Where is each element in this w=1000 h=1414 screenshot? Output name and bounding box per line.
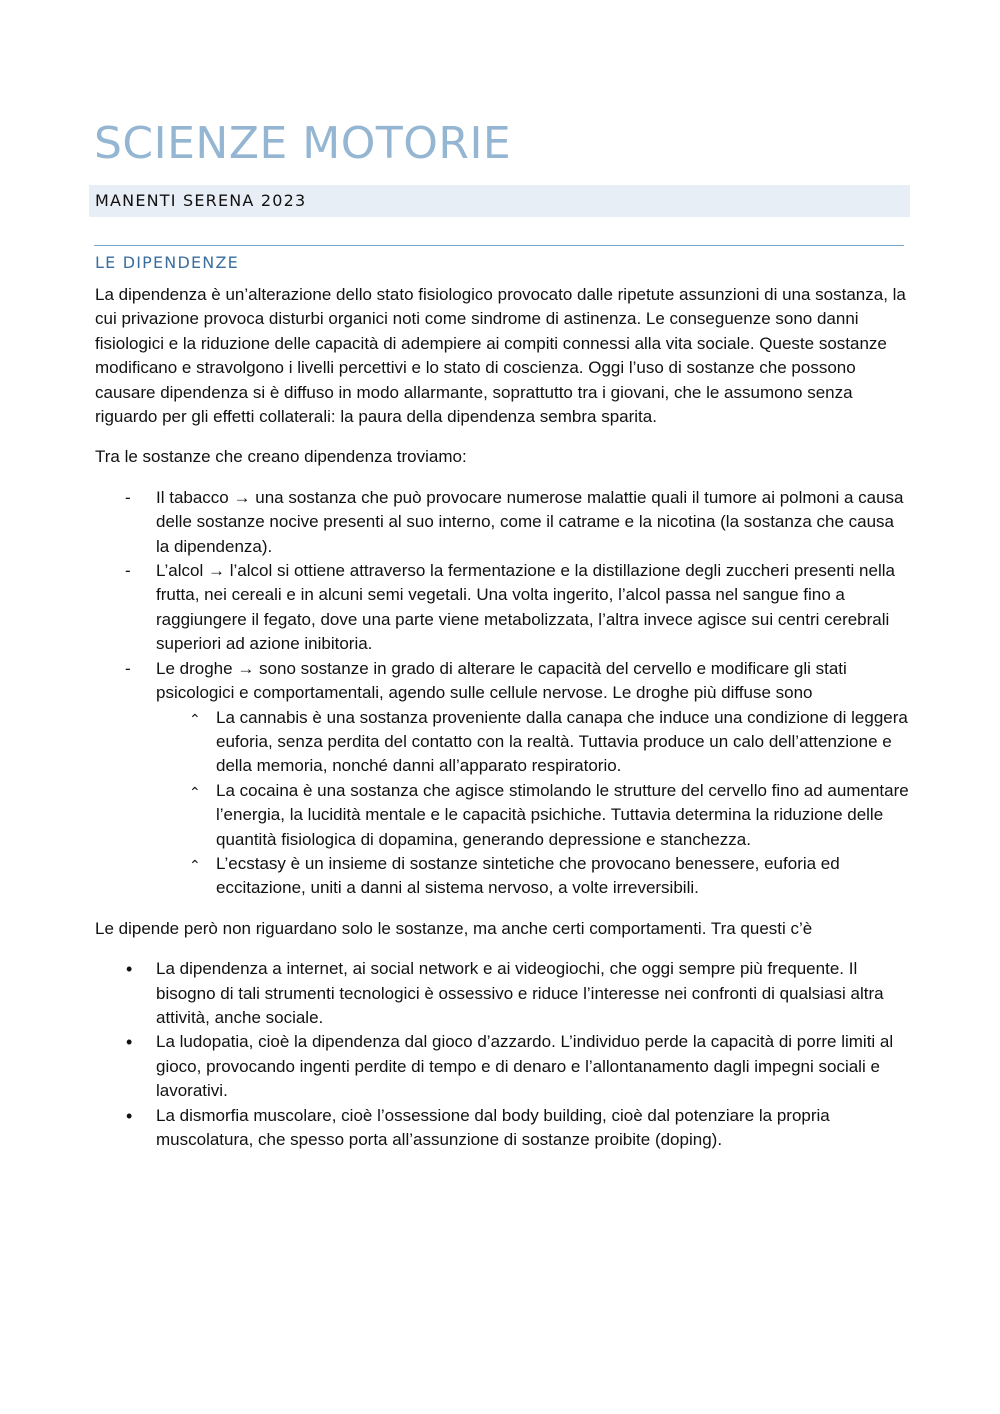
behaviours-list <box>95 957 910 1152</box>
list-item-dismorfia <box>95 1104 910 1153</box>
dot-bullet-icon: • <box>126 1032 133 1053</box>
right-arrow-icon: → <box>233 487 251 507</box>
right-arrow-icon: → <box>237 658 255 678</box>
behaviours-intro: Le dipende però non riguardano solo le sostanze, ma anche certi comportamenti. Tra questi c’è <box>95 918 813 938</box>
list-item-alcol <box>95 559 910 657</box>
caret-bullet-icon: ⌃ <box>189 856 201 873</box>
list-item-cocaina <box>156 779 910 852</box>
caret-bullet-icon: ⌃ <box>189 783 201 800</box>
dot-bullet-icon: • <box>126 959 133 980</box>
intro-paragraph: La dipendenza è un’alterazione dello stato fisiologico provocato dalle ripetute assunzioni di una sostanza, la cui privazione provoca disturbi organici noti come sindrome di astinenza. Le conseguenze sono danni fisiologici e la riduzione delle capacità di adempiere ai compiti connessi alla vita sociale. Queste sostanze modificano e stravolgono i livelli percettivi e lo stato di coscienza. Oggi l’uso di sostanze che possono causare dipendenza si è diffuso in modo allarmante, soprattutto tra i giovani, che le assumono senza riguardo per gli effetti collaterali: la paura della dipendenza sembra sparita. <box>95 285 906 427</box>
dash-bullet: - <box>125 561 131 581</box>
substance-text: l’alcol si ottiene attraverso la fermentazione e la distillazione degli zuccheri presenti nella frutta, nei cereali e in alcuni semi vegetali. Una volta ingerito, l’alcol passa nel sangue fino a raggiungere il fegato, dove una parte viene metabolizzata, l’altra invece agisce sui centri cerebrali superiori ad azione inibitoria. <box>156 561 895 654</box>
list-item-tabacco <box>95 486 910 559</box>
substances-list <box>95 486 910 901</box>
list-item-droghe <box>95 657 910 901</box>
drug-text: La cocaina è una sostanza che agisce stimolando le strutture del cervello fino ad aumentare l’energia, la lucidità mentale e le capacità psichiche. Tuttavia determina la riduzione delle quantità fisiologica di dopamina, generando depressione e stanchezza. <box>216 780 909 849</box>
dash-bullet: - <box>125 658 131 678</box>
substance-text: sono sostanze in grado di alterare le capacità del cervello e modificare gli stati psicologici e comportamentali, agendo sulle cellule nervose. Le droghe più diffuse sono <box>156 658 847 703</box>
list-item-ludopatia <box>95 1030 910 1103</box>
list-item-ecstasy <box>156 852 910 901</box>
substance-text: una sostanza che può provocare numerose malattie quali il tumore ai polmoni a causa delle sostanze nocive presenti al suo interno, come il catrame e la nicotina (la sostanza che causa la dipendenza). <box>156 487 904 556</box>
substance-name: L’alcol <box>156 561 204 581</box>
behaviour-text: La ludopatia, cioè la dipendenza dal gioco d’azzardo. L’individuo perde la capacità di porre limiti al gioco, provocando ingenti perdite di tempo e di denaro e l’allontanamento dagli impegni sociali e lavorativi. <box>156 1032 894 1101</box>
drugs-list <box>156 706 910 901</box>
section-heading: LE DIPENDENZE <box>95 253 239 272</box>
drug-text: L’ecstasy è un insieme di sostanze sintetiche che provocano benessere, euforia ed eccitazione, uniti a danni al sistema nervoso, a volte irreversibili. <box>216 853 840 898</box>
dot-bullet-icon: • <box>126 1105 133 1126</box>
document-subtitle: MANENTI SERENA 2023 <box>95 191 307 210</box>
list-item-internet <box>95 957 910 1030</box>
list-item-cannabis <box>156 706 910 779</box>
heading-rule <box>94 245 904 246</box>
document-body <box>95 283 910 1152</box>
right-arrow-icon: → <box>208 561 225 581</box>
behaviour-text: La dismorfia muscolare, cioè l’ossessione dal body building, cioè dal potenziare la propria muscolatura, che spesso porta all’assunzione di sostanze proibite (doping). <box>156 1105 830 1149</box>
behaviour-text: La dipendenza a internet, ai social network e ai videogiochi, che oggi sempre più frequente. Il bisogno di tali strumenti tecnologici è ossessivo e riduce l’interesse nei confronti di qualsiasi altra attività, anche sociale. <box>156 959 884 1027</box>
substance-name: Il tabacco <box>156 487 229 507</box>
dash-bullet: - <box>125 487 131 507</box>
substance-name: Le droghe <box>156 658 233 678</box>
document-title: SCIENZE MOTORIE <box>94 118 512 169</box>
drug-text: La cannabis è una sostanza proveniente dalla canapa che induce una condizione di leggera euforia, senza perdita del contatto con la realtà. Tuttavia produce un calo dell’attenzione e della memoria, nonché danni all’apparato respiratorio. <box>216 707 908 776</box>
caret-bullet-icon: ⌃ <box>189 710 201 727</box>
substances-intro: Tra le sostanze che creano dipendenza troviamo: <box>95 447 467 467</box>
